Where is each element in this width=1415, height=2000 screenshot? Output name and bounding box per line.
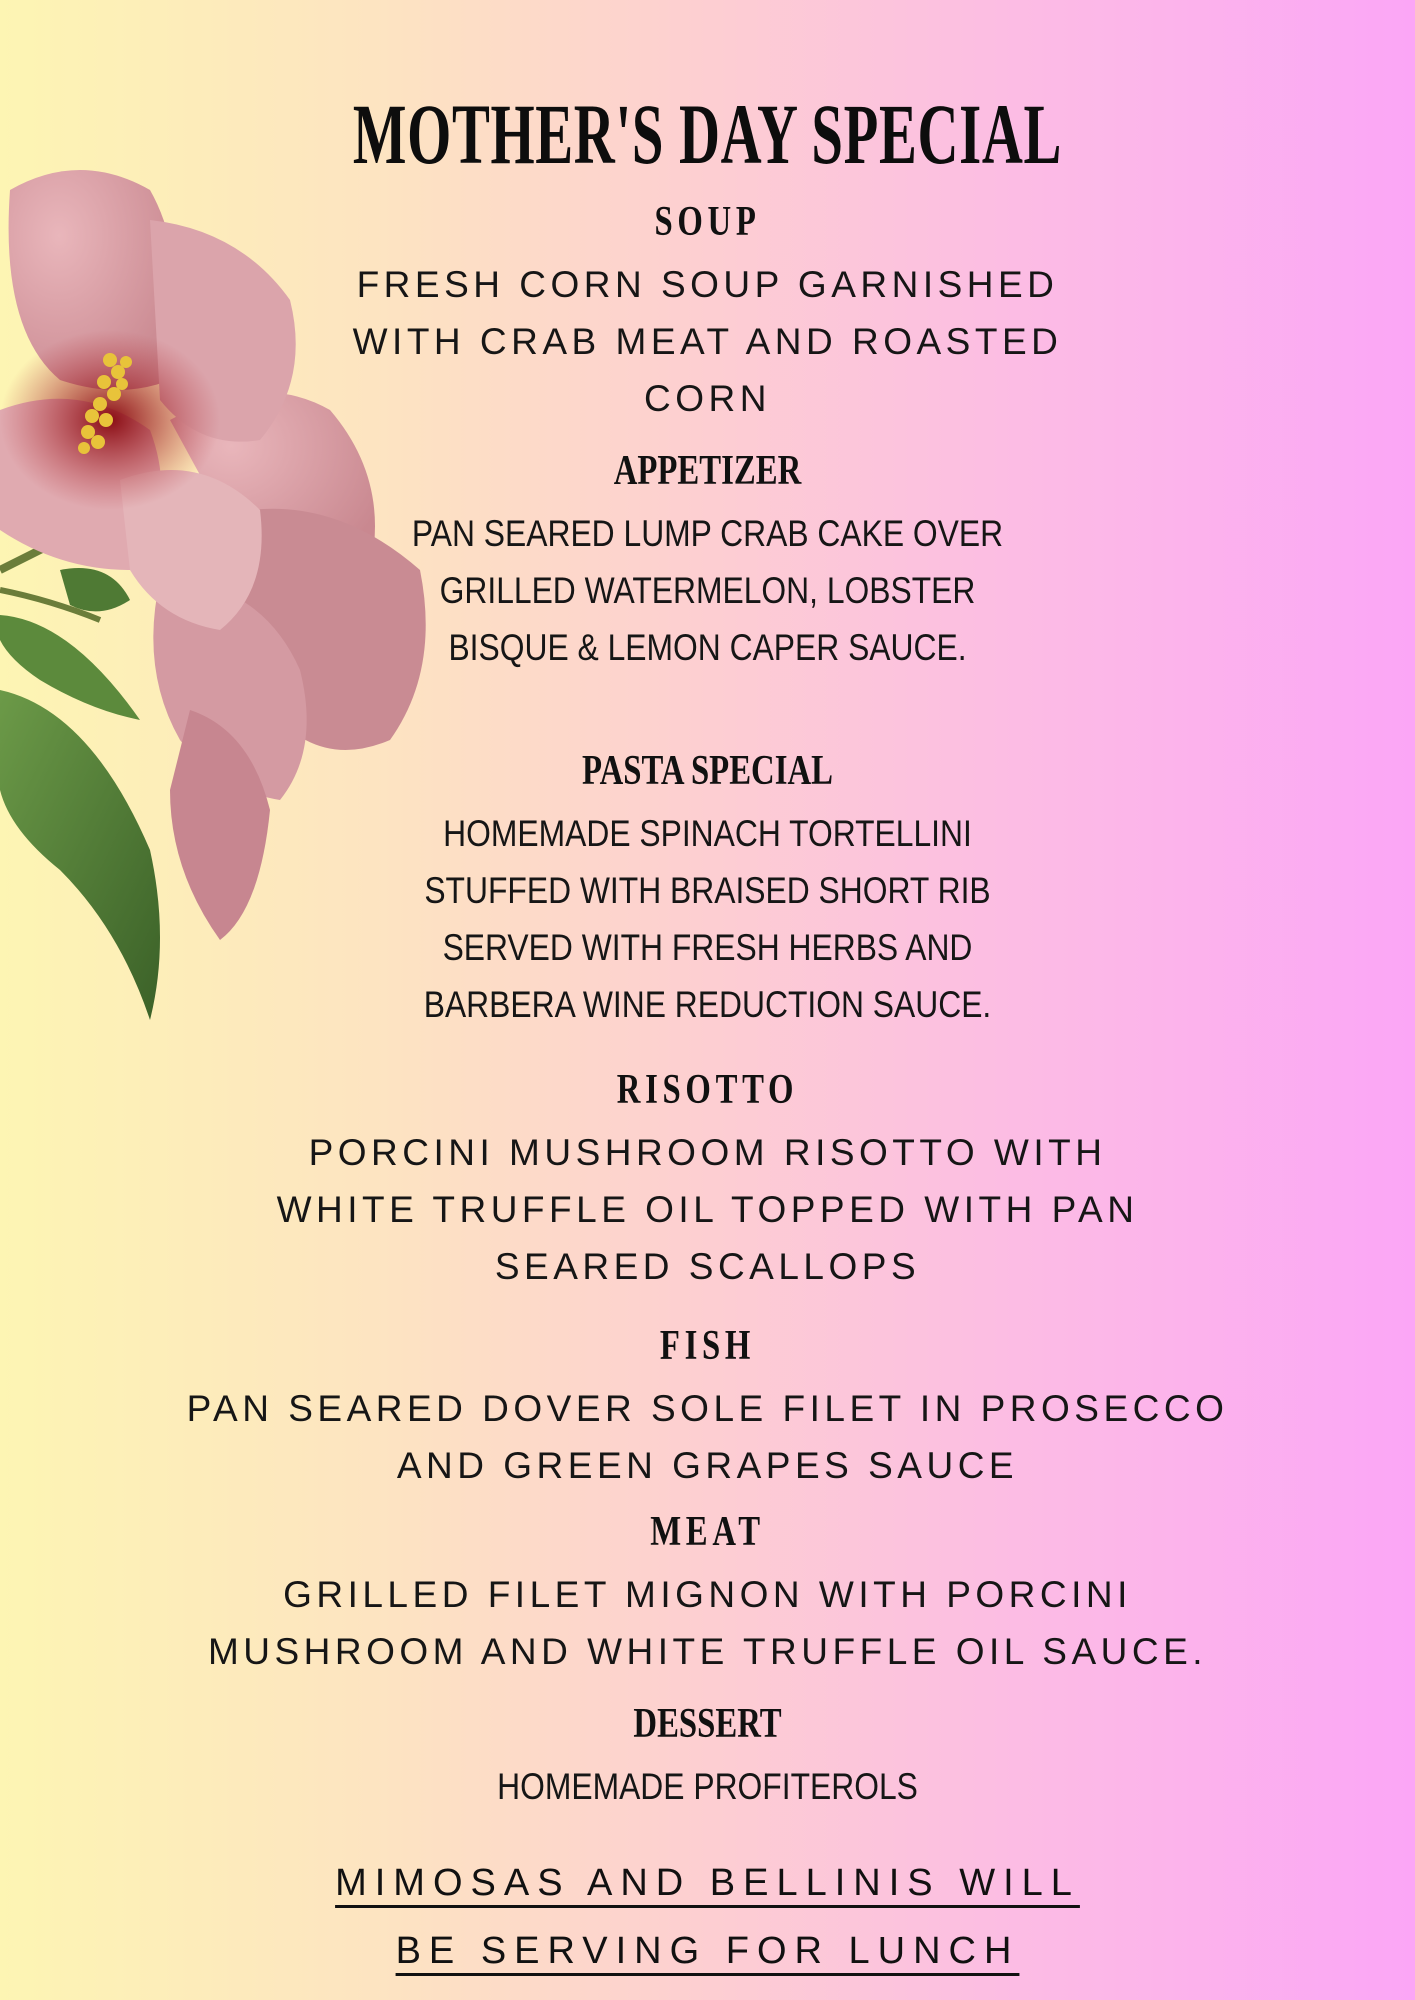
fish-line-2: AND GREEN GRAPES SAUCE: [396, 1445, 1019, 1486]
footer-line-1: MIMOSAS AND BELLINIS WILL: [335, 1862, 1080, 1904]
appetizer-line-2: GRILLED WATERMELON, LOBSTER: [439, 570, 976, 611]
soup-line-1: FRESH CORN SOUP GARNISHED: [356, 264, 1059, 305]
section-heading-pasta-special: PASTA SPECIAL: [582, 748, 833, 794]
risotto-line-2: WHITE TRUFFLE OIL TOPPED WITH PAN: [276, 1189, 1139, 1230]
meat-line-2: MUSHROOM AND WHITE TRUFFLE OIL SAUCE.: [207, 1631, 1208, 1672]
section-heading-risotto: RISOTTO: [616, 1067, 799, 1113]
section-heading-appetizer: APPETIZER: [613, 448, 802, 494]
dessert-line-1: HOMEMADE PROFITEROLS: [497, 1766, 918, 1807]
appetizer-line-1: PAN SEARED LUMP CRAB CAKE OVER: [411, 513, 1004, 554]
pasta-line-2: STUFFED WITH BRAISED SHORT RIB: [424, 870, 991, 911]
footer-line-2: BE SERVING FOR LUNCH: [395, 1930, 1020, 1972]
meat-line-1: GRILLED FILET MIGNON WITH PORCINI: [283, 1574, 1132, 1615]
risotto-line-3: SEARED SCALLOPS: [494, 1246, 921, 1287]
risotto-line-1: PORCINI MUSHROOM RISOTTO WITH: [308, 1132, 1107, 1173]
appetizer-line-3: BISQUE & LEMON CAPER SAUCE.: [448, 627, 967, 668]
pasta-line-4: BARBERA WINE REDUCTION SAUCE.: [423, 984, 992, 1025]
section-heading-fish: FISH: [659, 1323, 756, 1369]
fish-line-1: PAN SEARED DOVER SOLE FILET IN PROSECCO: [186, 1388, 1229, 1429]
soup-line-2: WITH CRAB MEAT AND ROASTED: [352, 321, 1063, 362]
section-heading-soup: SOUP: [654, 199, 761, 245]
pasta-line-3: SERVED WITH FRESH HERBS AND: [442, 927, 973, 968]
pasta-line-1: HOMEMADE SPINACH TORTELLINI: [443, 813, 972, 854]
section-heading-dessert: DESSERT: [633, 1701, 782, 1747]
page-title: MOTHER'S DAY SPECIAL: [352, 86, 1063, 182]
section-heading-meat: MEAT: [650, 1509, 765, 1555]
soup-line-3: CORN: [644, 378, 771, 419]
